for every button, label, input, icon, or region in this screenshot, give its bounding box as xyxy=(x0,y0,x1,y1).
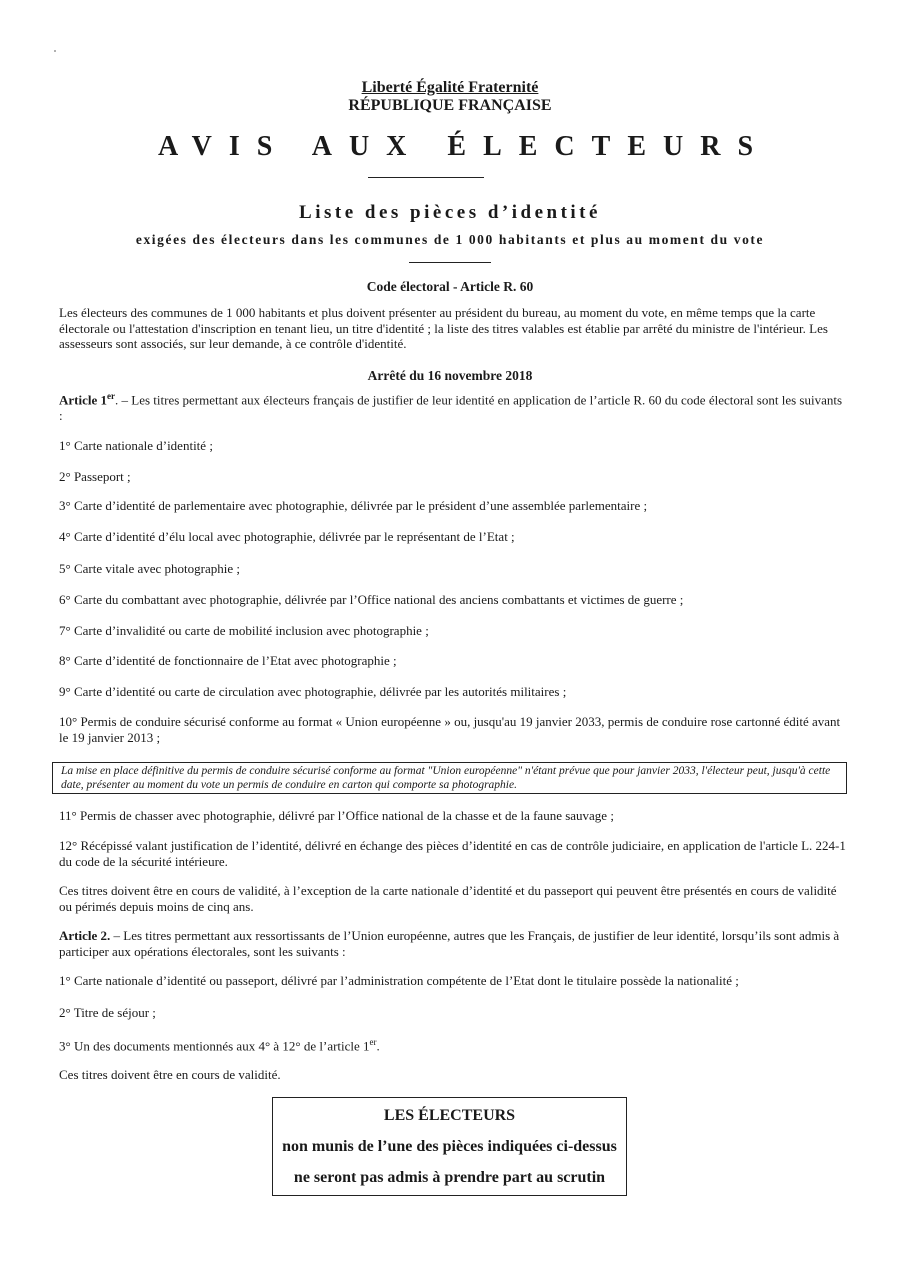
validity-paragraph-2: Ces titres doivent être en cours de validité. xyxy=(59,1067,281,1082)
warning-line-1: LES ÉLECTEURS xyxy=(383,1107,516,1124)
list-item: 3° Carte d’identité de parlementaire avec photographie, délivrée par le président d’une assemblée parlementaire ; xyxy=(59,498,648,513)
page-title: AVIS AUX ÉLECTEURS xyxy=(157,131,771,162)
driving-licence-note: La mise en place définitive du permis de conduire sécurisé conforme au format "Union européenne" n'étant prévue que pour janvier 2033, l'électeur peut, jusqu'à cette date, présenter au moment du vote un permis de conduire en carton qui comporte sa photographie. xyxy=(52,762,847,794)
list-item: 7° Carte d’invalidité ou carte de mobilité inclusion avec photographie ; xyxy=(59,623,429,638)
code-paragraph: Les électeurs des communes de 1 000 habitants et plus doivent présenter au président du bureau, au moment du vote, en même temps que la carte électorale ou l'attestation d'inscription en tenant lieu, un titre d'identité ; la liste des titres valables est établie par arrêté du ministre de l'intérieur. Les assesseurs sont associés, sur leur demande, à ce contrôle d'identité. xyxy=(59,305,828,351)
validity-paragraph: Ces titres doivent être en cours de validité, à l’exception de la carte nationale d’identité et du passeport qui peuvent être présentés en cours de validité ou périmés depuis moins de cinq ans. xyxy=(59,883,837,914)
republic-name: RÉPUBLIQUE FRANÇAISE xyxy=(348,97,552,114)
subtitle-main: Liste des pièces d’identité xyxy=(299,202,601,223)
warning-line-2: non munis de l’une des pièces indiquées ci-dessus xyxy=(282,1138,617,1155)
list-item: 1° Carte nationale d’identité ou passeport, délivré par l’administration compétente de l’Etat dont le titulaire possède la nationalité ; xyxy=(59,973,739,988)
list-item: 6° Carte du combattant avec photographie, délivrée par l’Office national des anciens combattants et victimes de guerre ; xyxy=(59,592,684,607)
article2-intro xyxy=(59,928,846,959)
warning-box xyxy=(272,1097,627,1196)
list-item: 1° Carte nationale d’identité ; xyxy=(59,438,213,453)
list-item: 8° Carte d’identité de fonctionnaire de l’Etat avec photographie ; xyxy=(59,653,397,668)
arrete-heading: Arrêté du 16 novembre 2018 xyxy=(367,368,533,383)
list-item: 9° Carte d’identité ou carte de circulation avec photographie, délivrée par les autorités militaires ; xyxy=(59,684,567,699)
code-heading: Code électoral - Article R. 60 xyxy=(366,279,534,294)
list-item: 11° Permis de chasser avec photographie, délivré par l’Office national de la chasse et de la faune sauvage ; xyxy=(59,808,614,823)
article2-text: – Les titres permettant aux ressortissants de l’Union européenne, autres que les Français, de justifier de leur identité, lorsqu’ils sont admis à participer aux opérations électorales, sont les suivants : xyxy=(59,928,840,959)
article2-item3-sup: er xyxy=(369,1037,377,1047)
list-item: 2° Titre de séjour ; xyxy=(59,1005,156,1020)
list-item: 12° Récépissé valant justification de l’identité, délivré en échange des pièces d’identité en cas de contrôle judiciaire, en application de l'article L. 224-1 du code de la sécurité intérieure. xyxy=(59,838,846,869)
list-item: 5° Carte vitale avec photographie ; xyxy=(59,561,240,576)
article1-intro xyxy=(59,389,846,423)
warning-line-3: ne seront pas admis à prendre part au scrutin xyxy=(293,1169,606,1186)
list-item: 2° Passeport ; xyxy=(59,469,131,484)
article2-item3-end: . xyxy=(376,1038,380,1054)
list-item: 4° Carte d’identité d’élu local avec photographie, délivrée par le représentant de l’Etat ; xyxy=(59,529,515,544)
article1-sup: er xyxy=(107,391,116,401)
scan-speck xyxy=(54,50,56,52)
republic-motto: Liberté Égalité Fraternité xyxy=(361,79,539,96)
list-item xyxy=(59,1035,846,1054)
article1-text: . – Les titres permettant aux électeurs français de justifier de leur identité en application de l’article R. 60 du code électoral sont les suivants : xyxy=(59,392,843,423)
article1-label: Article 1 xyxy=(59,392,108,408)
article2-label: Article 2. xyxy=(59,928,111,943)
subtitle-divider xyxy=(409,262,491,263)
subtitle-detail: exigées des électeurs dans les communes de 1 000 habitants et plus au moment du vote xyxy=(135,232,765,247)
article2-item3-text: 3° Un des documents mentionnés aux 4° à 12° de l’article 1 xyxy=(59,1038,370,1054)
list-item: 10° Permis de conduire sécurisé conforme au format « Union européenne » ou, jusqu'au 19 janvier 2033, permis de conduire rose cartonné édité avant le 19 janvier 2013 ; xyxy=(59,714,841,745)
title-divider xyxy=(368,177,484,178)
